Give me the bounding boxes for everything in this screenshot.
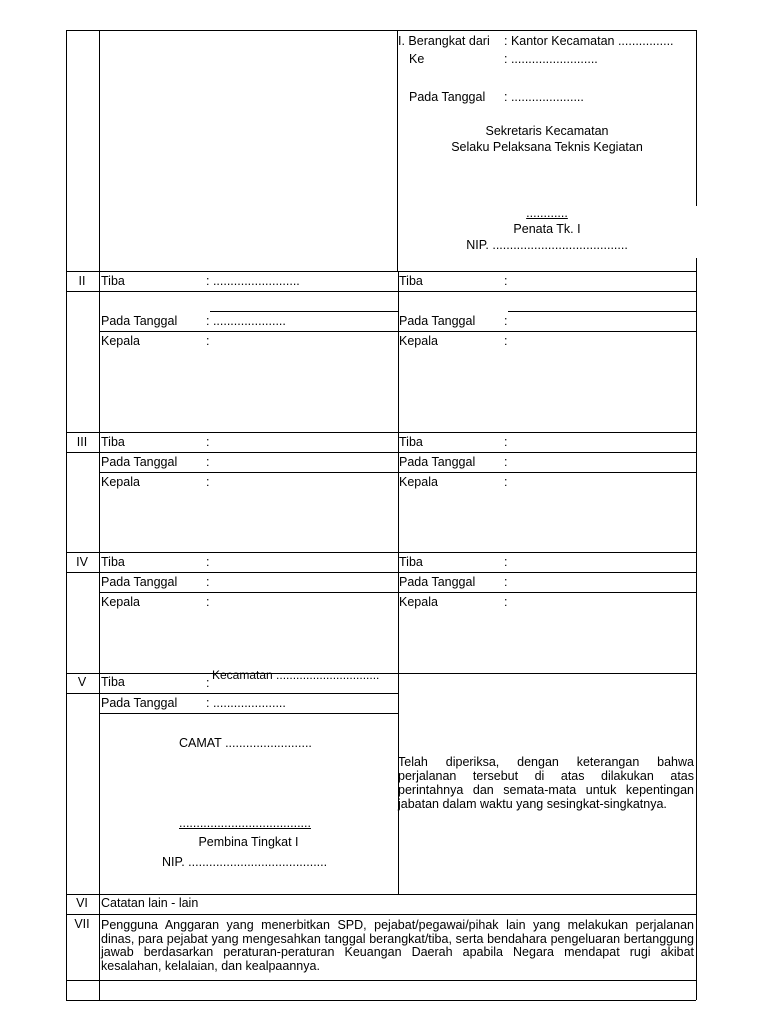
section-number: IV [76,555,88,569]
date-label: Pada Tanggal [101,696,178,710]
arrival-label: Tiba [101,675,125,689]
section-number: II [78,274,86,288]
head-label: Kepala [399,475,438,489]
camat-title: CAMAT ......................... [179,736,312,750]
official-rank: Penata Tk. I [513,222,581,236]
head-colon: : [504,475,508,489]
destination-value: : ......................... [504,52,598,66]
departure-date-label: Pada Tanggal [409,90,486,104]
destination-label: Ke [409,52,425,66]
head-label: Kepala [399,595,438,609]
arrival-colon: : [206,555,210,569]
date-value: : ..................... [206,314,286,328]
date-label: Pada Tanggal [101,314,178,328]
date-colon: : [504,455,508,469]
camat-nip: NIP. ........................................ [162,855,328,869]
arrival-colon: : [504,274,508,288]
arrival-label: Tiba [399,555,423,569]
official-nip: NIP. ....................................... [466,238,628,252]
departure-from-value: : Kantor Kecamatan ................ [504,34,674,48]
arrival-label: Tiba [101,555,125,569]
date-colon: : [504,314,508,328]
arrival-label: Tiba [101,274,125,288]
arrival-label: Tiba [101,435,125,449]
signature-line: ...................................... [179,816,311,830]
arrival-colon: : [504,435,508,449]
section-number: VII [74,917,90,931]
arrival-label: Tiba [399,274,423,288]
date-label: Pada Tanggal [101,455,178,469]
verification-note: Telah diperiksa, dengan keterangan bahwa perjalanan tersebut di atas dilakukan atas perintahnya dan semata-mata untuk kepentingan jabatan dalam waktu yang sesingkat-singkatnya. [398,755,694,811]
official-title-line1: Sekretaris Kecamatan [485,124,609,138]
head-colon: : [206,595,210,609]
date-colon: : [206,455,210,469]
district-text: Kecamatan ............................... [212,668,380,682]
date-label: Pada Tanggal [399,314,476,328]
notes-label: Catatan lain - lain [101,896,199,910]
arrival-colon: : [206,435,210,449]
section-number: III [76,435,88,449]
arrival-value: : ......................... [206,274,300,288]
arrival-colon: : [206,676,210,690]
head-label: Kepala [101,475,140,489]
date-label: Pada Tanggal [101,575,178,589]
head-colon: : [206,475,210,489]
date-value: : ..................... [206,696,286,710]
camat-rank: Pembina Tingkat I [198,835,299,849]
section-number: V [77,675,87,689]
departure-date-value: : ..................... [504,90,584,104]
arrival-label: Tiba [399,435,423,449]
head-colon: : [504,595,508,609]
official-title-line2: Selaku Pelaksana Teknis Kegiatan [451,140,643,154]
departure-from-label: I. Berangkat dari [398,34,490,48]
head-colon: : [504,334,508,348]
head-label: Kepala [399,334,438,348]
head-label: Kepala [101,595,140,609]
head-colon: : [206,334,210,348]
official-name: ............ [526,206,568,220]
section-number: VI [76,896,88,910]
arrival-colon: : [504,555,508,569]
date-label: Pada Tanggal [399,575,476,589]
head-label: Kepala [101,334,140,348]
liability-text: Pengguna Anggaran yang menerbitkan SPD, pejabat/pegawai/pihak lain yang melakukan perjalanan dinas, para pejabat yang mengesahkan tanggal berangkat/tiba, serta bendahara pengeluaran bertanggung jawab berdasarkan peraturan-peraturan Keuangan Daerah apabila Negara mendapat rugi akibat kesalahan, kelalaian, dan kealpaannya. [101,918,694,973]
date-label: Pada Tanggal [399,455,476,469]
date-colon: : [206,575,210,589]
date-colon: : [504,575,508,589]
